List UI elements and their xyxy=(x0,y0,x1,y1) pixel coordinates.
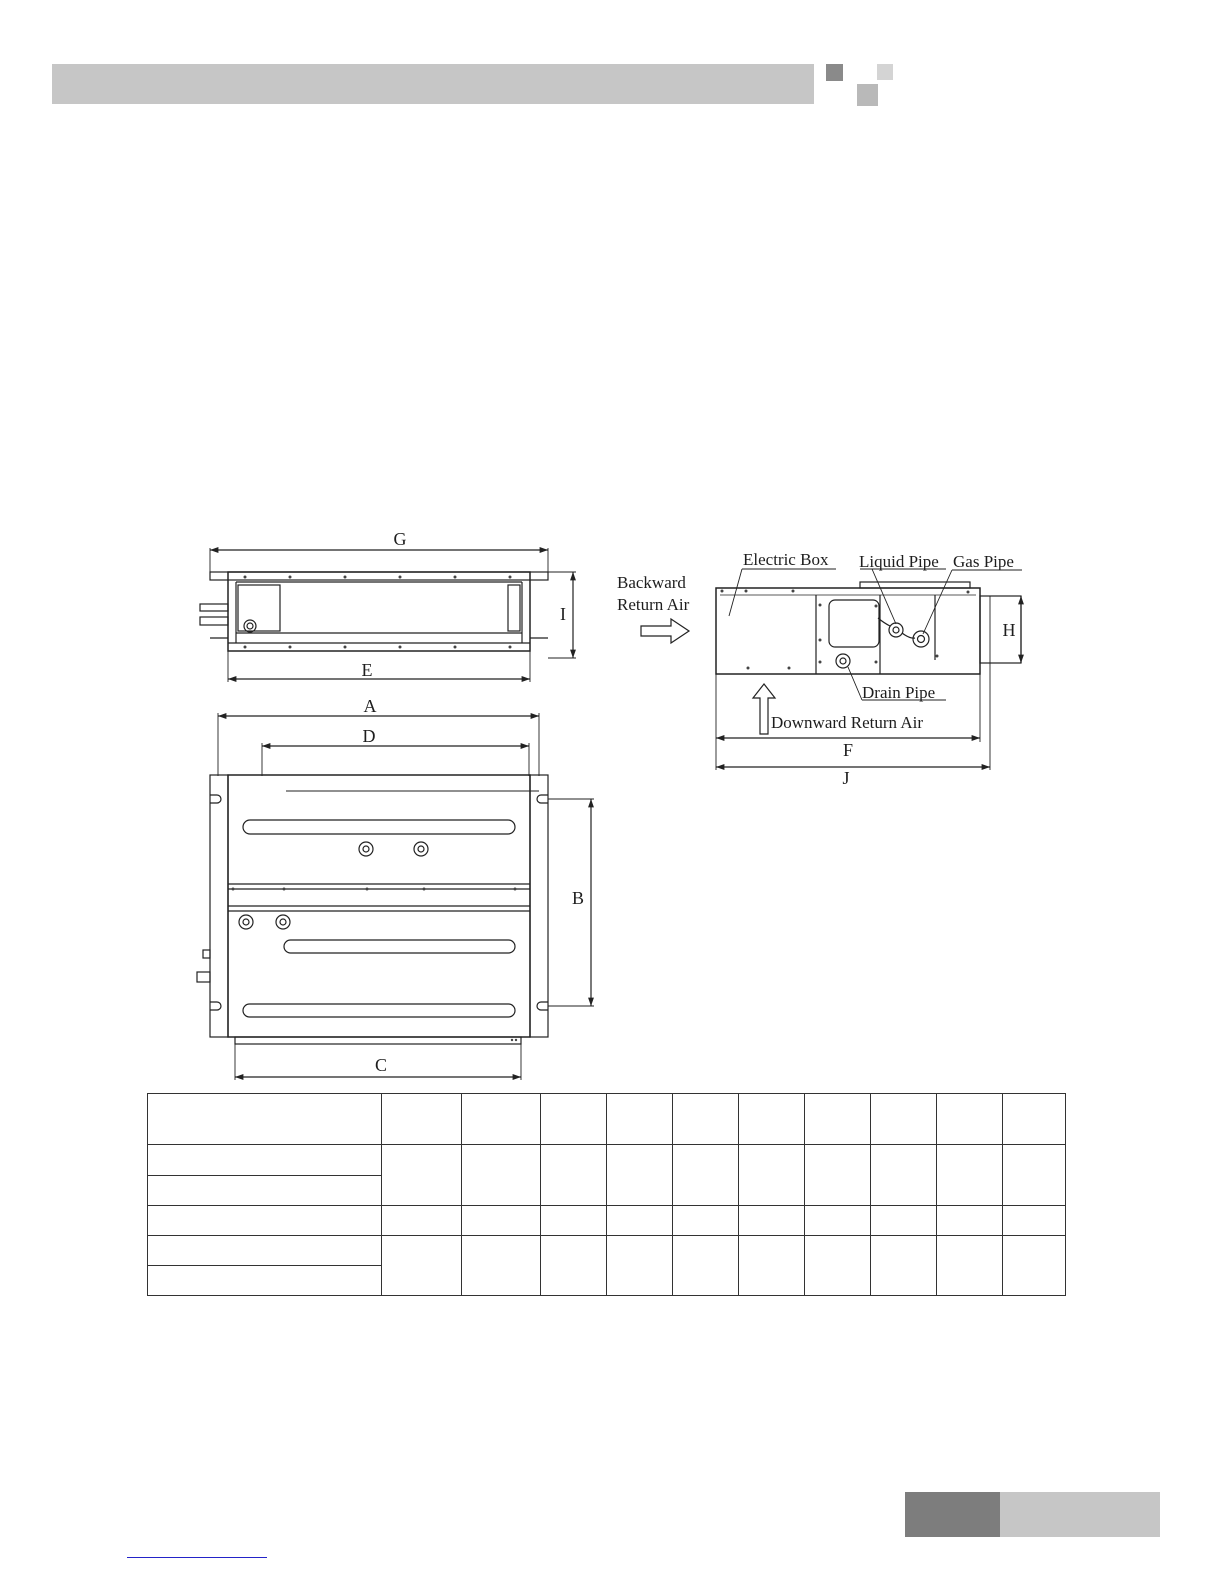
table-cell xyxy=(937,1094,1003,1145)
table-cell xyxy=(673,1236,739,1296)
table-cell xyxy=(607,1145,673,1206)
table-cell xyxy=(739,1094,805,1145)
table-cell xyxy=(937,1206,1003,1236)
side-view-screws xyxy=(721,590,970,670)
table-cell xyxy=(462,1145,541,1206)
table-cell xyxy=(739,1206,805,1236)
drain-pipe-label: Drain Pipe xyxy=(862,683,936,702)
table-cell xyxy=(607,1094,673,1145)
dim-d-label: D xyxy=(362,726,376,746)
table-cell xyxy=(1003,1145,1066,1206)
table-cell xyxy=(382,1206,462,1236)
table-cell xyxy=(382,1094,462,1145)
table-cell xyxy=(148,1266,382,1296)
table-header-row xyxy=(148,1094,1066,1145)
table-cell xyxy=(871,1094,937,1145)
table-cell xyxy=(541,1145,607,1206)
table-cell xyxy=(148,1236,382,1266)
dim-a-label: A xyxy=(363,696,377,716)
table-cell xyxy=(805,1094,871,1145)
table-cell xyxy=(462,1206,541,1236)
table-cell xyxy=(673,1145,739,1206)
table-cell xyxy=(673,1206,739,1236)
table-cell xyxy=(541,1094,607,1145)
table-cell xyxy=(937,1236,1003,1296)
footer-bar-light xyxy=(1000,1492,1160,1537)
table-cell xyxy=(1003,1206,1066,1236)
table-cell xyxy=(541,1206,607,1236)
table-cell xyxy=(148,1176,382,1206)
table-row xyxy=(148,1145,1066,1176)
electric-box-label: Electric Box xyxy=(743,550,829,569)
table-cell xyxy=(541,1236,607,1296)
table-cell xyxy=(148,1094,382,1145)
dimension-spec-table xyxy=(147,1093,1066,1296)
dim-b-label: B xyxy=(571,888,585,908)
backward-return-air-label-line2: Return Air xyxy=(617,595,690,614)
table-cell xyxy=(462,1236,541,1296)
table-cell xyxy=(937,1145,1003,1206)
dim-j-label: J xyxy=(842,768,850,788)
footer-bar-dark xyxy=(905,1492,1000,1537)
table-cell xyxy=(382,1145,462,1206)
backward-arrow-icon xyxy=(641,619,689,643)
dim-h-label: H xyxy=(1002,620,1016,640)
table-cell xyxy=(1003,1236,1066,1296)
table-row xyxy=(148,1206,1066,1236)
gas-pipe-label: Gas Pipe xyxy=(953,552,1014,571)
dim-g-label: G xyxy=(393,529,407,549)
dim-i-label: I xyxy=(560,604,566,624)
table-cell xyxy=(148,1206,382,1236)
table-cell xyxy=(607,1236,673,1296)
downward-return-air-label: Downward Return Air xyxy=(771,713,924,732)
table-cell xyxy=(382,1236,462,1296)
table-cell xyxy=(805,1236,871,1296)
table-cell xyxy=(607,1206,673,1236)
bottom-view xyxy=(197,713,594,1080)
liquid-pipe-label: Liquid Pipe xyxy=(859,552,939,571)
table-cell xyxy=(805,1145,871,1206)
table-cell xyxy=(739,1145,805,1206)
dim-e-label: E xyxy=(361,660,373,680)
table-cell xyxy=(739,1236,805,1296)
table-cell xyxy=(805,1206,871,1236)
table-cell xyxy=(871,1236,937,1296)
table-cell xyxy=(871,1145,937,1206)
top-view xyxy=(200,548,576,682)
backward-return-air-label-line1: Backward xyxy=(617,573,686,592)
table-cell xyxy=(148,1145,382,1176)
table-cell xyxy=(462,1094,541,1145)
dim-c-label: C xyxy=(374,1055,388,1075)
table-cell xyxy=(673,1094,739,1145)
dim-f-label: F xyxy=(842,740,854,760)
table-cell xyxy=(871,1206,937,1236)
table-row xyxy=(148,1236,1066,1266)
top-view-screws xyxy=(244,576,512,649)
table-cell xyxy=(1003,1094,1066,1145)
footer-link-underline[interactable] xyxy=(127,1557,267,1558)
side-view xyxy=(716,569,1022,770)
